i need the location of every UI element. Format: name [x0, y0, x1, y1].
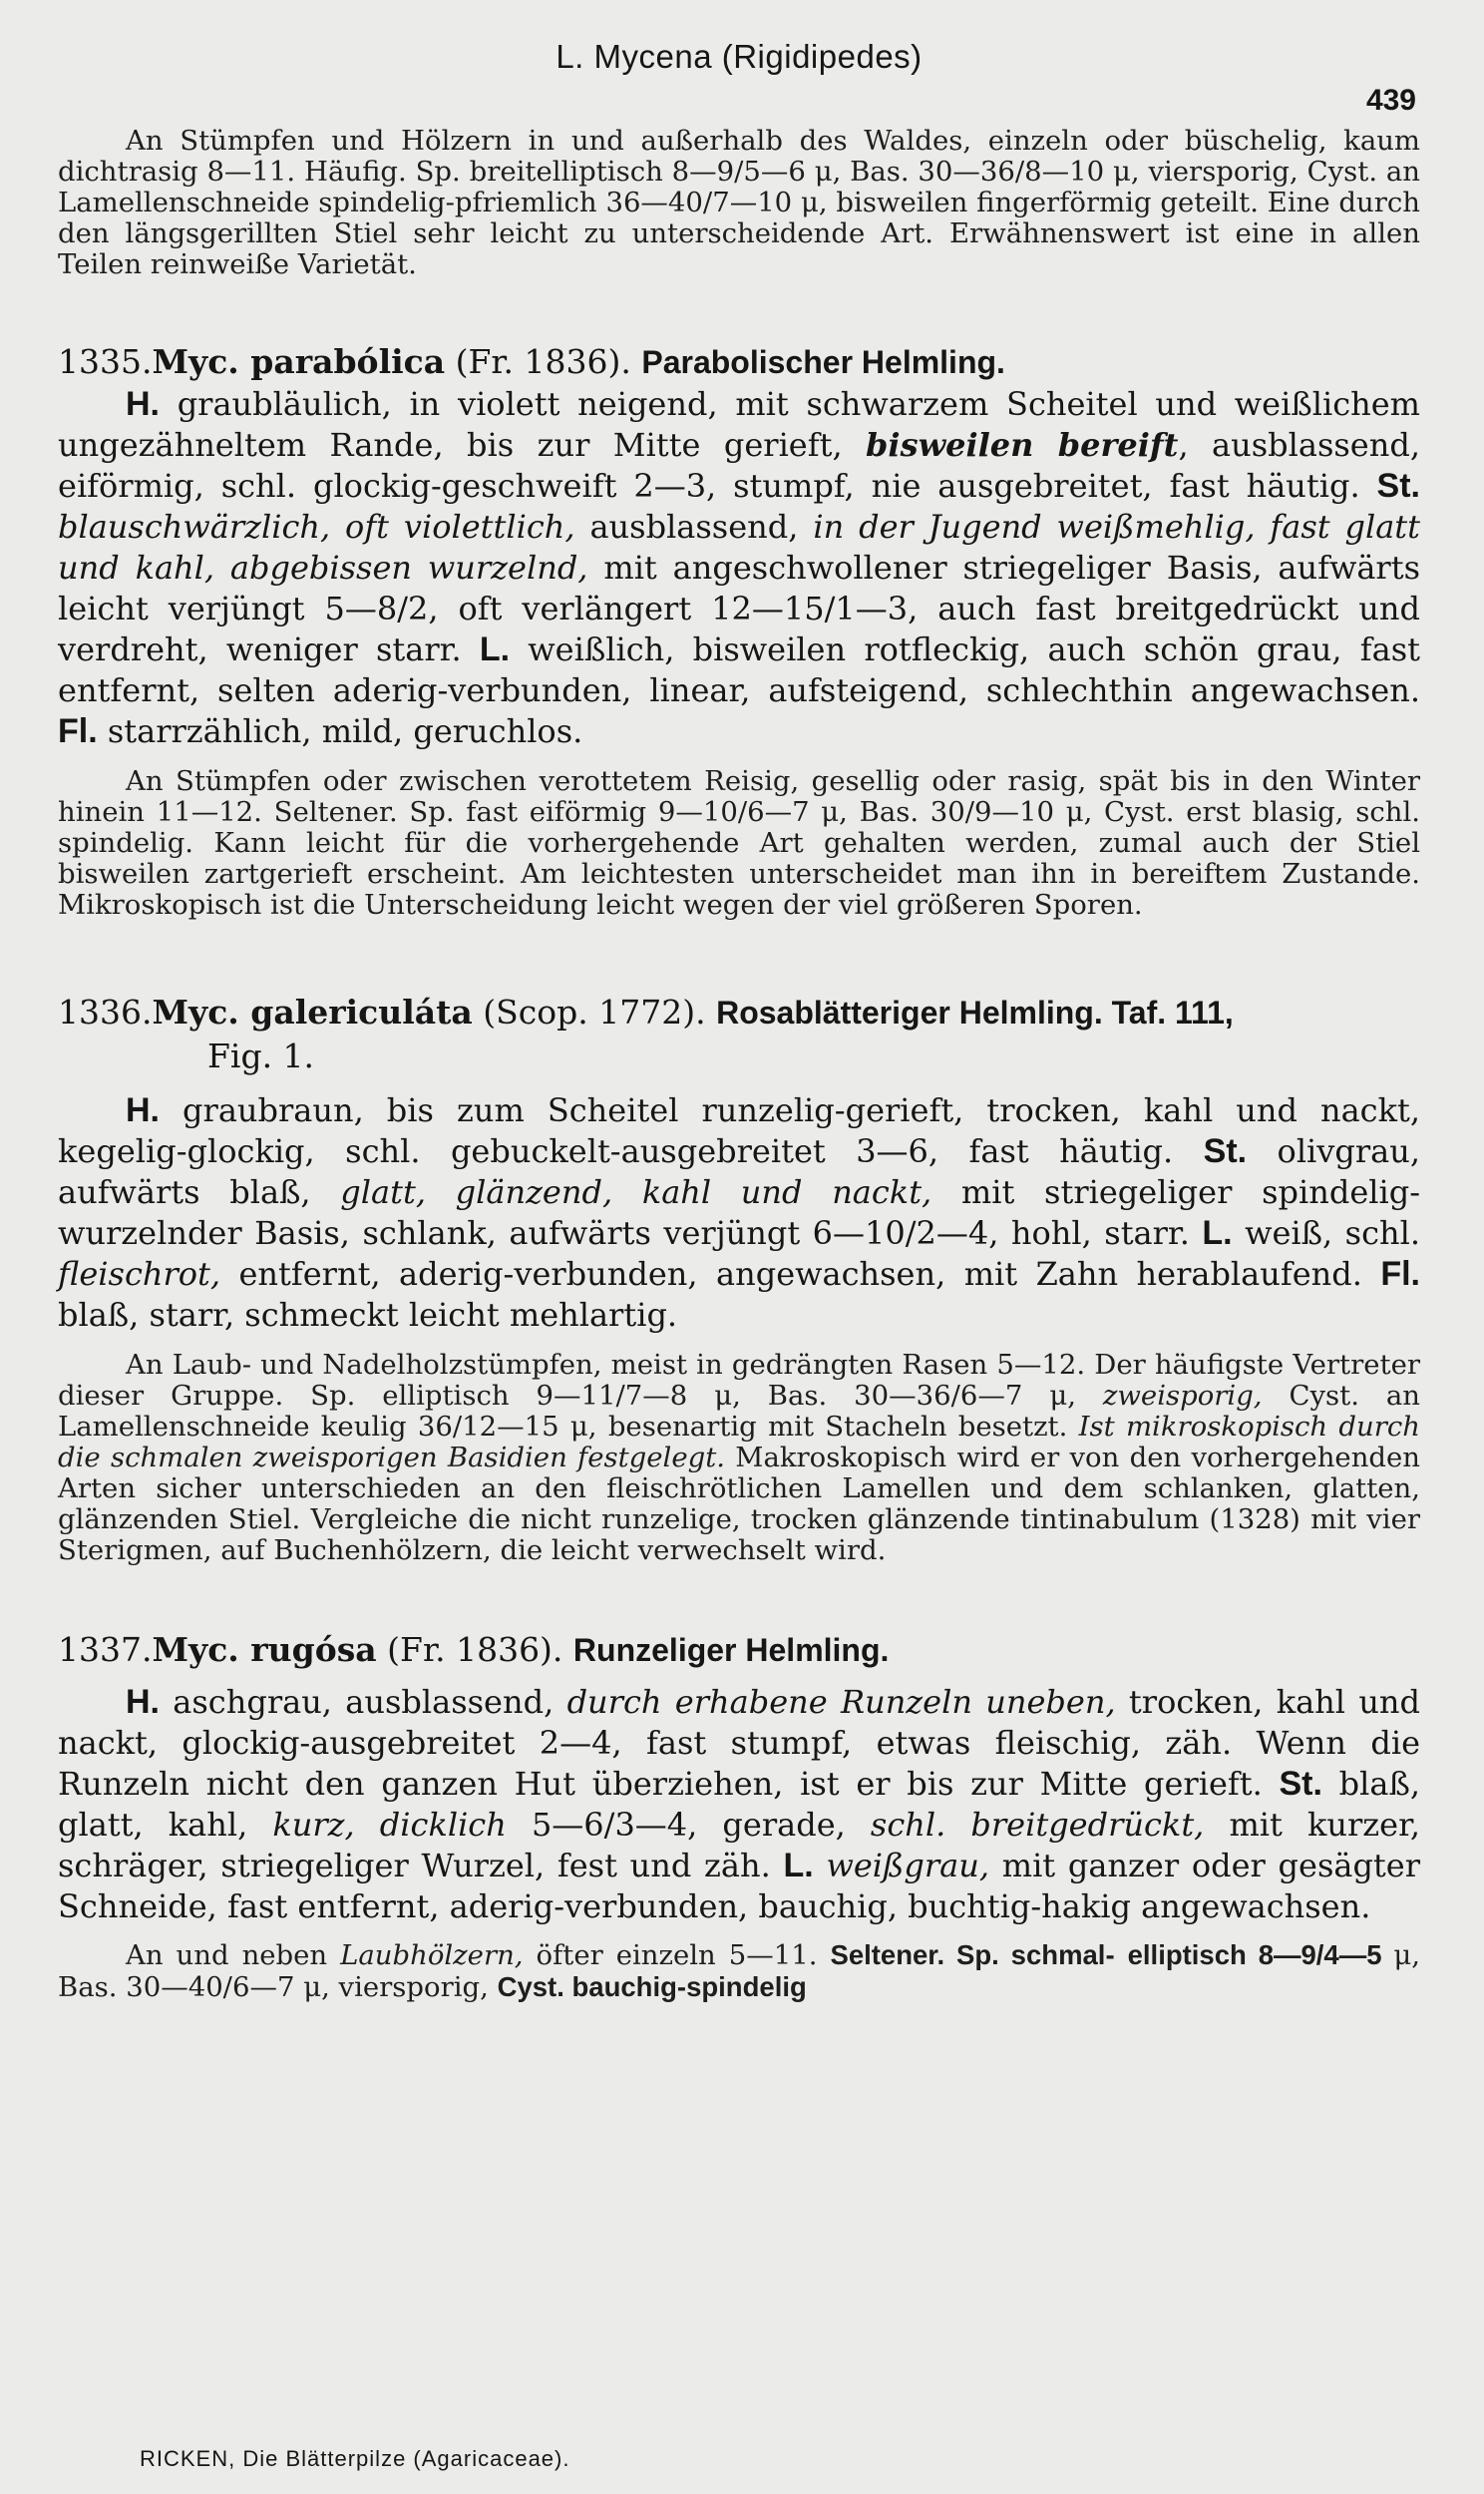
species-note: [58, 766, 1420, 921]
cap-key: H.: [126, 1091, 160, 1129]
desc-text: [814, 1847, 827, 1884]
species-name: Myc. rugósa: [152, 1630, 377, 1669]
note-bold: Cyst. bauchig-spindelig: [497, 1971, 807, 2002]
desc-text: , ausblassend, eiförmig, schl. glockig-geschweift 2—3, stumpf, nie ausgebreitet, fast häutig.: [58, 426, 1421, 505]
desc-text: mit angeschwollener striegeliger Basis, aufwärts leicht verjüngt 5—8/2, oft verlängert 12—15/1—3, auch fast breitgedrückt und verdreht, weniger starr.: [58, 549, 1421, 668]
desc-text: mit ganzer oder gesägter Schneide, fast entfernt, aderig-verbunden, bauchig, buchtig-hakig angewachsen.: [58, 1847, 1421, 1925]
stem-key: St.: [1279, 1765, 1322, 1803]
note-text: , Bas. 30/9—10: [839, 796, 1066, 828]
desc-emphasis: in der Jugend weißmehlig, fast glatt und kahl, abgebissen wurzelnd,: [58, 508, 1421, 587]
micron-symbol: μ: [1049, 1380, 1068, 1412]
entry-1335: [58, 340, 1420, 921]
desc-text: mit striegeliger spindelig-wurzelnder Basis, schlank, aufwärts verjüngt 6—10/2—4, hohl, starr.: [58, 1173, 1421, 1252]
entry-heading: [58, 340, 1420, 384]
desc-text: weiß, schl.: [1232, 1214, 1421, 1252]
species-author: (Fr. 1836).: [445, 342, 642, 381]
german-name: Rosablätteriger Helmling. Taf. 111,: [716, 995, 1234, 1031]
note-text: , besenartig mit Stacheln besetzt.: [587, 1411, 1079, 1443]
note-text: Cyst. an Lamellenschneide keulig 36/12—15: [58, 1380, 1421, 1443]
note-text: , viersporig, Cyst. an Lamellenschneide spindelig-pfriemlich 36—40/7—10: [58, 156, 1420, 218]
desc-emphasis: durch erhabene Runzeln uneben,: [566, 1683, 1116, 1721]
micron-symbol: μ: [714, 1380, 733, 1412]
desc-emphasis: weißgrau,: [826, 1847, 990, 1884]
species-note: [58, 1350, 1420, 1566]
desc-text: blaß, starr, schmeckt leicht mehlartig.: [58, 1296, 678, 1334]
desc-emphasis: fleischrot,: [58, 1255, 221, 1293]
note-text: Makroskopisch wird er von den vorhergehenden Arten sicher unterschieden an den fleischrötlichen Lamellen und dem schlanken, glatten, glänzenden Stiel. Vergleiche die nicht runzelige, trocken glänzende tintinabulum (1328) mit vier Sterigmen, auf Buchenhölzern, die leicht verwechselt wird.: [58, 1442, 1421, 1566]
gills-key: L.: [1202, 1214, 1233, 1252]
micron-symbol: μ: [1393, 1939, 1412, 1971]
german-name: Runzeliger Helmling.: [572, 1632, 890, 1668]
desc-text: trocken, kahl und nackt, glockig-ausgebreitet 2—4, fast stumpf, etwas fleischig, zäh. Wenn die Runzeln nicht den ganzen Hut überziehen, ist er bis zur Mitte gerieft.: [58, 1683, 1421, 1803]
running-head: [58, 30, 1420, 120]
cap-key: H.: [126, 385, 160, 423]
note-text: öfter einzeln 5—11.: [523, 1939, 831, 1971]
species-note: [58, 1939, 1420, 2003]
gills-key: L.: [479, 630, 511, 668]
entry-heading: [58, 991, 1420, 1035]
species-description: [58, 384, 1420, 752]
micron-symbol: μ: [1065, 796, 1084, 828]
micron-symbol: μ: [801, 187, 819, 218]
micron-symbol: μ: [821, 796, 840, 828]
desc-text: weißlich, bisweilen rotfleckig, auch schön grau, fast entfernt, selten aderig-verbunden, linear, aufsteigend, schlechthin angewachsen.: [58, 630, 1421, 709]
note-text: , viersporig,: [321, 1971, 498, 2003]
entry-number: 1336.: [58, 993, 153, 1032]
species-description: [58, 1682, 1420, 1927]
desc-text: blaß, glatt, kahl,: [58, 1765, 1421, 1844]
note-text: , Cyst. erst blasig, schl. spindelig. Kann leicht für die vorhergehende Art gehalten werden, zumal auch der Stiel bisweilen zartgerieft erscheint. Am leichtesten unterscheidet man ihn in bereiftem Zustande. Mikroskopisch ist die Unterscheidung leicht wegen der viel größeren Sporen.: [58, 796, 1420, 921]
desc-emphasis: bisweilen bereift: [866, 426, 1179, 464]
desc-text: ausblassend,: [574, 508, 814, 546]
desc-text: 5—6/3—4, gerade,: [506, 1806, 871, 1844]
note-text: An Stümpfen oder zwischen verottetem Reisig, gesellig oder rasig, spät bis in den Winter hinein 11—12. Seltener. Sp. fast eiförmig 9—10/6—7: [58, 765, 1420, 828]
entry-number: 1337.: [58, 1630, 153, 1669]
note-emphasis: Laubhölzern,: [340, 1939, 524, 1971]
note-text: An und neben: [126, 1939, 341, 1971]
page-footer: RICKEN, Die Blätterpilze (Agaricaceae).: [140, 2446, 570, 2471]
stem-key: St.: [1376, 467, 1420, 505]
note-text: ,: [1067, 1380, 1103, 1412]
note-text: , bisweilen fingerförmig geteilt. Eine durch den längsgerillten Stiel sehr leicht zu unterscheidende Art. Erwähnenswert ist eine in allen Teilen reinweiße Varietät.: [58, 187, 1420, 280]
desc-text: graubraun, bis zum Scheitel runzelig-gerieft, trocken, kahl und nackt, kegelig-glockig, schl. gebuckelt-ausgebreitet 3—6, fast häutig.: [58, 1091, 1420, 1170]
desc-text: aschgrau, ausblassend,: [160, 1683, 567, 1721]
flesh-key: Fl.: [58, 712, 98, 750]
micron-symbol: μ: [814, 156, 833, 188]
stem-key: St.: [1203, 1132, 1248, 1170]
note-text: An Laub- und Nadelholzstümpfen, meist in gedrängten Rasen 5—12. Der häufigste Vertreter dieser Gruppe. Sp. elliptisch 9—11/7—8: [58, 1349, 1420, 1412]
note-text: An Stümpfen und Hölzern in und außerhalb des Waldes, einzeln oder büschelig, kaum dichtrasig 8—11. Häufig. Sp. breitelliptisch 8—9/5—6: [58, 125, 1420, 188]
micron-symbol: μ: [569, 1411, 588, 1443]
species-name: Myc. galericuláta: [152, 993, 473, 1032]
micron-symbol: μ: [1113, 156, 1131, 188]
flesh-key: Fl.: [1380, 1255, 1420, 1293]
note-emphasis: zweisporig,: [1102, 1380, 1263, 1412]
species-name: Myc. parabólica: [152, 342, 446, 381]
page-number: 439: [1365, 84, 1416, 117]
desc-text: starrzählich, mild, geruchlos.: [97, 712, 583, 750]
entry-1337: [58, 1628, 1420, 2003]
german-name: Parabolischer Helmling.: [641, 344, 1005, 380]
plate-figure-reference: Fig. 1.: [207, 1037, 315, 1075]
desc-emphasis: blauschwärzlich, oft violettlich,: [58, 508, 575, 546]
desc-emphasis: glatt, glänzend, kahl und nackt,: [340, 1173, 932, 1211]
entry-number: 1335.: [58, 342, 153, 381]
note-emphasis: Ist mikroskopisch durch die schmalen zweisporigen Basidien festgelegt.: [58, 1411, 1421, 1473]
micron-symbol: μ: [303, 1971, 322, 2003]
top-continuation-note: [58, 126, 1420, 280]
species-author: (Scop. 1772).: [472, 993, 717, 1032]
desc-text: graubläulich, in violett neigend, mit schwarzem Scheitel und weißlichem ungezähneltem Rande, bis zur Mitte gerieft,: [58, 385, 1420, 464]
entry-1336: [58, 991, 1420, 1566]
desc-text: olivgrau, aufwärts blaß,: [58, 1132, 1421, 1211]
desc-emphasis: schl. breitgedrückt,: [870, 1806, 1205, 1844]
note-text: , Bas. 30—36/8—10: [832, 156, 1113, 188]
desc-text: entfernt, aderig-verbunden, angewachsen, mit Zahn herablaufend.: [220, 1255, 1381, 1293]
note-bold: Seltener. Sp. schmal-: [830, 1939, 1115, 1970]
note-text: , Bas. 30—36/6—7: [732, 1380, 1050, 1412]
note-bold: elliptisch 8—9/4—5: [1127, 1939, 1394, 1970]
note-text: , Bas. 30—40/6—7: [58, 1939, 1421, 2003]
species-description: [58, 1090, 1420, 1336]
gills-key: L.: [783, 1847, 814, 1884]
desc-emphasis: kurz, dicklich: [272, 1806, 507, 1844]
entry-heading: [58, 1628, 1420, 1672]
desc-text: mit kurzer, schräger, striegeliger Wurzel, fest und zäh.: [58, 1806, 1421, 1884]
running-title: L. Mycena (Rigidipedes): [556, 38, 923, 75]
cap-key: H.: [126, 1683, 160, 1721]
species-author: (Fr. 1836).: [376, 1630, 573, 1669]
